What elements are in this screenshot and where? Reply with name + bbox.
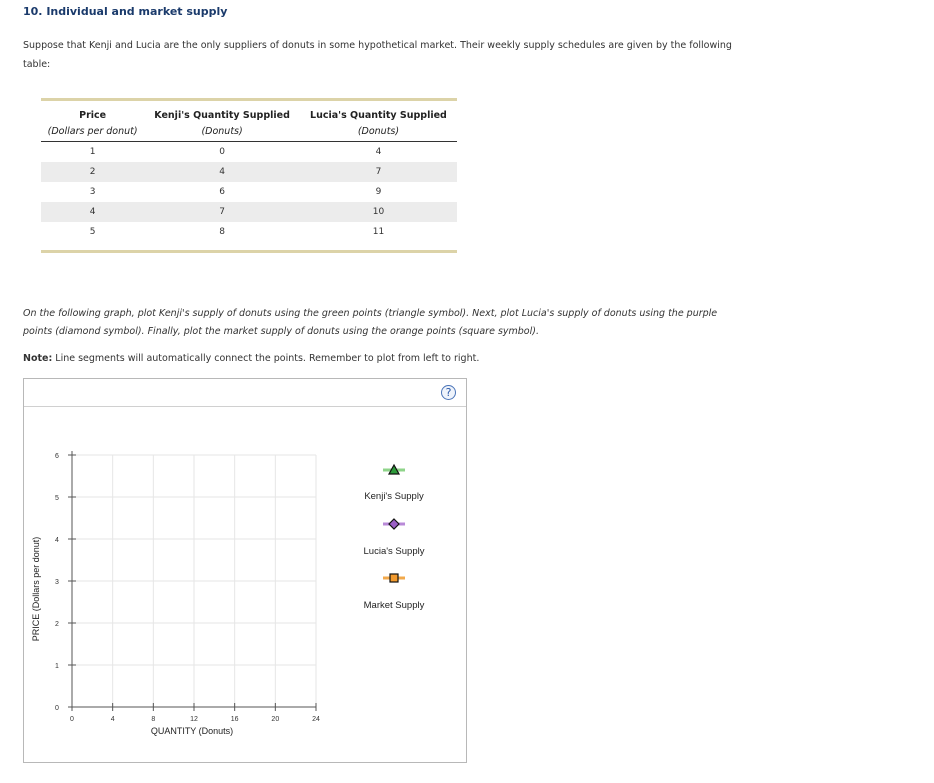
y-tick-label: 4 (55, 537, 59, 544)
lucia-supply-tool-diamond-icon[interactable] (383, 519, 405, 529)
graph-instructions: On the following graph, plot Kenji's supply of donuts using the green points (triangle symbol). Next, plot Lucia's supply of donuts using the purple points (diamond symbol). Finally, plot the market supply of donuts using the orange points (square symbol). (23, 308, 718, 337)
question-intro: Suppose that Kenji and Lucia are the only suppliers of donuts in some hypothetical market. Their weekly supply schedules are given by the following table: (23, 40, 732, 70)
table-row (41, 162, 457, 182)
supply-schedule-table (41, 98, 457, 253)
supply-graph (24, 379, 468, 764)
cell-price: 4 (41, 202, 144, 222)
cell-price: 1 (89, 147, 96, 157)
question-title: 10. Individual and market supply (23, 5, 228, 18)
table-bottom-rule (41, 250, 457, 253)
y-tick-label: 1 (55, 663, 59, 670)
cell-kenji: 6 (219, 187, 225, 197)
cell-lucia: 10 (300, 202, 457, 222)
y-tick-label: 6 (55, 453, 59, 460)
table-row (41, 202, 457, 222)
table-row (41, 222, 457, 245)
kenji-supply-tool-triangle-icon[interactable] (383, 465, 405, 474)
cell-lucia: 9 (375, 187, 382, 197)
cell-lucia: 11 (372, 227, 385, 237)
header-lucia: Lucia's Quantity Supplied (310, 109, 447, 121)
x-axis-title: QUANTITY (Donuts) (150, 726, 234, 736)
header-price-unit: (Dollars per donut) (41, 123, 144, 142)
cell-kenji: 4 (144, 162, 300, 182)
x-tick-label: 20 (271, 716, 280, 723)
cell-lucia: 7 (300, 162, 457, 182)
cell-price: 5 (89, 227, 96, 237)
cell-kenji: 7 (144, 202, 300, 222)
graph-note (23, 353, 479, 364)
cell-lucia: 4 (375, 147, 382, 157)
header-lucia-unit: (Donuts) (300, 123, 457, 142)
x-tick-label: 24 (312, 716, 320, 723)
legend-label-lucia: Lucia's Supply (363, 546, 425, 557)
table-row (41, 142, 457, 163)
market-supply-tool-square-icon[interactable] (383, 574, 405, 582)
y-tick-label: 2 (55, 621, 59, 628)
table-row (41, 182, 457, 202)
legend-label-market: Market Supply (363, 600, 425, 611)
y-tick-label: 3 (55, 579, 59, 586)
header-price: Price (79, 109, 107, 121)
cell-kenji: 8 (219, 227, 225, 237)
graph-panel (23, 378, 467, 763)
y-tick-label: 0 (55, 705, 59, 712)
supply-table (41, 101, 457, 245)
header-kenji: Kenji's Quantity Supplied (154, 109, 290, 121)
x-tick-label: 12 (190, 716, 198, 723)
help-icon[interactable]: ? (441, 385, 456, 400)
cell-price: 3 (89, 187, 96, 197)
x-tick-label: 0 (70, 716, 74, 723)
x-tick-label: 8 (151, 716, 156, 723)
y-tick-label: 5 (55, 495, 59, 502)
y-axis-title: PRICE (Dollars per donut) (31, 536, 41, 642)
cell-kenji: 0 (219, 147, 225, 157)
note-label: Note: (23, 353, 53, 364)
header-kenji-unit: (Donuts) (144, 123, 300, 142)
note-text: Line segments will automatically connect the points. Remember to plot from left to right. (52, 353, 480, 364)
x-tick-label: 16 (230, 716, 239, 723)
cell-price: 2 (41, 162, 144, 182)
legend-label-kenji: Kenji's Supply (364, 491, 424, 502)
x-tick-label: 4 (110, 716, 115, 723)
